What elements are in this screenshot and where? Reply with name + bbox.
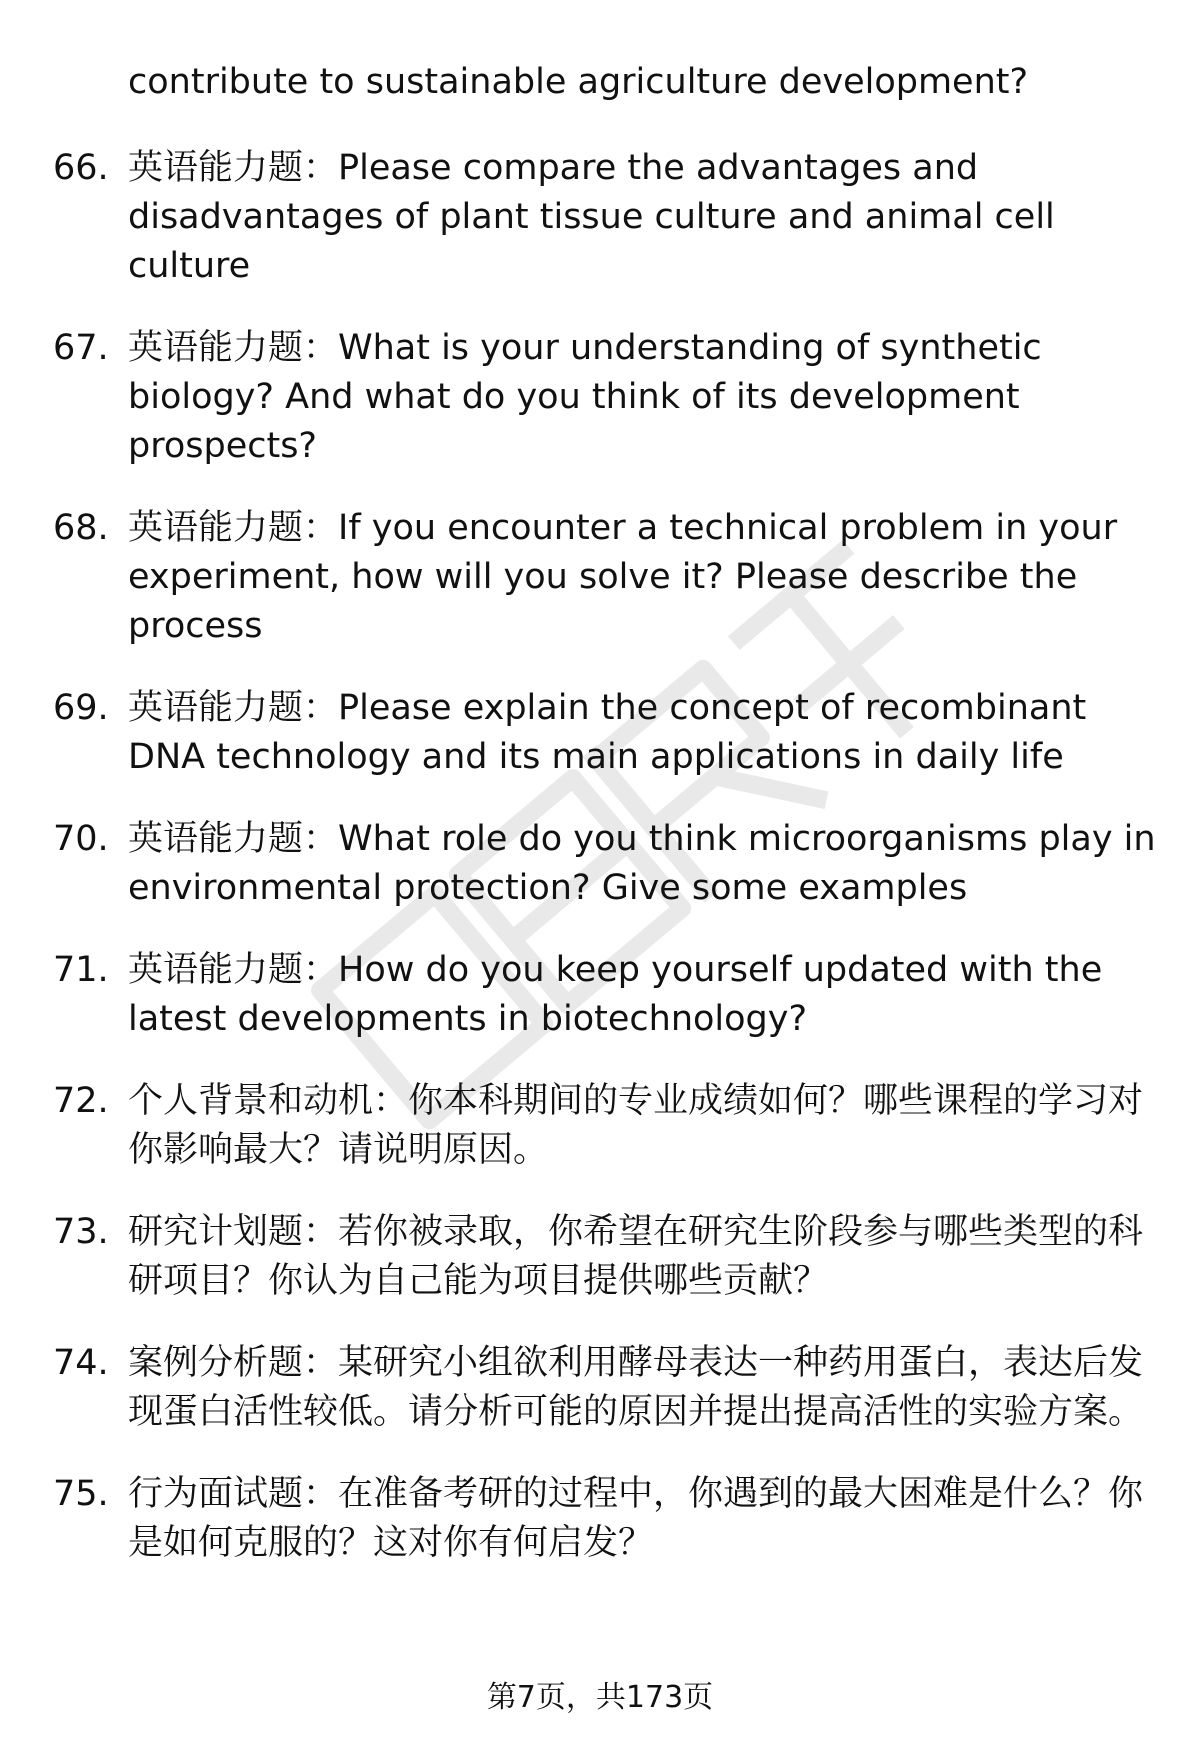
question-text: 研究计划题：若你被录取，你希望在研究生阶段参与哪些类型的科研项目？你认为自己能为项目提供哪些贡献？: [128, 1212, 1144, 1301]
list-item: [0, 1208, 1200, 1306]
continuation-text: contribute to sustainable agriculture development?: [128, 62, 1029, 102]
list-item: [0, 946, 1200, 1044]
question-number: 74.: [53, 1343, 109, 1383]
list-item: [0, 324, 1200, 471]
question-number: 68.: [53, 508, 109, 548]
list-item: [0, 1077, 1200, 1175]
question-number: 75.: [53, 1474, 109, 1514]
list-item: [0, 1470, 1200, 1568]
question-text: 个人背景和动机：你本科期间的专业成绩如何？哪些课程的学习对你影响最大？请说明原因。: [128, 1081, 1144, 1170]
question-number: 72.: [53, 1081, 109, 1121]
list-item: [0, 144, 1200, 291]
question-number: 73.: [53, 1212, 109, 1252]
question-list: [0, 144, 1200, 1601]
question-text: 案例分析题：某研究小组欲利用酵母表达一种药用蛋白，表达后发现蛋白活性较低。请分析可能的原因并提出提高活性的实验方案。: [128, 1343, 1144, 1432]
question-text: 英语能力题：If you encounter a technical problem in your experiment, how will you solve it? Please describe the process: [128, 508, 1118, 646]
question-text: 英语能力题：Please compare the advantages and disadvantages of plant tissue culture and animal cell culture: [128, 148, 1055, 286]
list-item: [0, 684, 1200, 782]
page-footer: 第7页，共173页: [486, 1680, 714, 1715]
question-text: 英语能力题：Please explain the concept of recombinant DNA technology and its main applications in daily life: [128, 688, 1087, 777]
question-text: 英语能力题：What role do you think microorganisms play in environmental protection? Give some examples: [128, 819, 1156, 908]
question-number: 67.: [53, 328, 109, 368]
list-item: [0, 504, 1200, 651]
list-item: [0, 815, 1200, 913]
question-text: 英语能力题：How do you keep yourself updated with the latest developments in biotechnology?: [128, 950, 1103, 1039]
question-number: 66.: [53, 148, 109, 188]
question-number: 70.: [53, 819, 109, 859]
question-number: 69.: [53, 688, 109, 728]
question-text: 行为面试题：在准备考研的过程中，你遇到的最大困难是什么？你是如何克服的？这对你有何启发？: [128, 1474, 1144, 1563]
list-item: [0, 1339, 1200, 1437]
question-text: 英语能力题：What is your understanding of synthetic biology? And what do you think of its development prospects?: [128, 328, 1042, 466]
question-number: 71.: [53, 950, 109, 990]
